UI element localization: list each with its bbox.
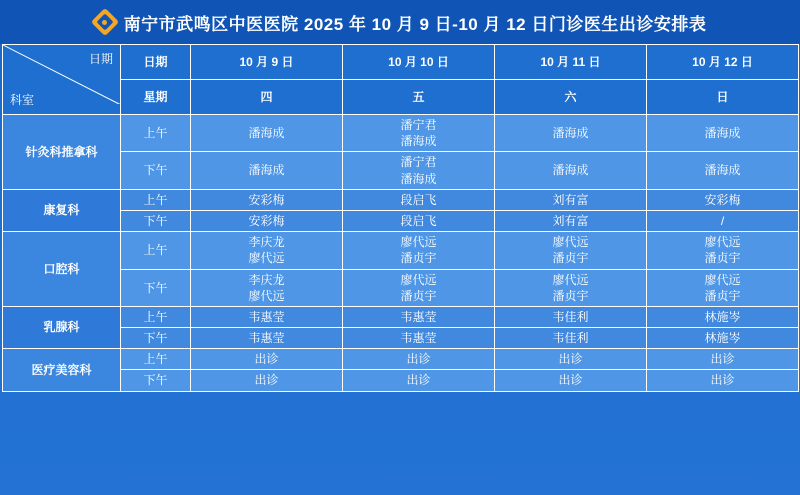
schedule-cell: 潘海成 — [191, 152, 343, 189]
schedule-cell: 林施岑 — [647, 328, 799, 349]
column-header-weekday-1: 五 — [343, 80, 495, 115]
schedule-cell: 韦惠莹 — [343, 306, 495, 327]
page-title: 南宁市武鸣区中医医院 2025 年 10 月 9 日-10 月 12 日门诊医生出诊安排表 — [123, 14, 707, 34]
table-row — [3, 232, 799, 269]
session-label-cell: 下午 — [121, 152, 191, 189]
schedule-cell: 出诊 — [191, 349, 343, 370]
table-row — [3, 370, 799, 391]
row-label-weekday: 星期 — [121, 80, 191, 115]
schedule-cell: 李庆龙 廖代远 — [191, 269, 343, 306]
hospital-emblem-icon — [94, 11, 116, 33]
schedule-cell: 廖代远 潘贞宇 — [343, 232, 495, 269]
schedule-cell: 安彩梅 — [191, 210, 343, 231]
schedule-cell: 潘海成 — [647, 115, 799, 152]
table-row — [3, 189, 799, 210]
schedule-cell: 安彩梅 — [191, 189, 343, 210]
schedule-cell: 韦惠莹 — [191, 306, 343, 327]
schedule-cell: 廖代远 潘贞宇 — [647, 232, 799, 269]
schedule-cell: 潘海成 — [191, 115, 343, 152]
schedule-cell: 出诊 — [647, 370, 799, 391]
session-label-cell: 下午 — [121, 328, 191, 349]
corner-dept-label: 科室 — [10, 92, 35, 107]
column-header-date-3: 10 月 12 日 — [647, 45, 799, 80]
department-name-cell: 口腔科 — [3, 232, 121, 307]
column-header-date-2: 10 月 11 日 — [495, 45, 647, 80]
schedule-cell: 出诊 — [495, 370, 647, 391]
table-row — [3, 349, 799, 370]
session-label-cell: 上午 — [121, 232, 191, 269]
department-name-cell: 康复科 — [3, 189, 121, 231]
schedule-cell: 安彩梅 — [647, 189, 799, 210]
schedule-cell: 刘有富 — [495, 210, 647, 231]
session-label-cell: 上午 — [121, 349, 191, 370]
column-header-weekday-3: 日 — [647, 80, 799, 115]
column-header-weekday-0: 四 — [191, 80, 343, 115]
table-row — [3, 328, 799, 349]
schedule-cell: 廖代远 潘贞宇 — [495, 269, 647, 306]
schedule-cell: 韦惠莹 — [191, 328, 343, 349]
schedule-cell: / — [647, 210, 799, 231]
table-row — [3, 269, 799, 306]
schedule-cell: 潘海成 — [495, 115, 647, 152]
department-name-cell: 针灸科推拿科 — [3, 115, 121, 190]
table-row — [3, 152, 799, 189]
schedule-cell: 廖代远 潘贞宇 — [343, 269, 495, 306]
schedule-cell: 李庆龙 廖代远 — [191, 232, 343, 269]
schedule-cell: 韦惠莹 — [343, 328, 495, 349]
session-label-cell: 下午 — [121, 269, 191, 306]
session-label-cell: 上午 — [121, 189, 191, 210]
session-label-cell: 上午 — [121, 306, 191, 327]
department-name-cell: 医疗美容科 — [3, 349, 121, 391]
table-header-row-weekday — [3, 80, 799, 115]
schedule-cell: 段启飞 — [343, 189, 495, 210]
session-label-cell: 上午 — [121, 115, 191, 152]
title-bar — [0, 0, 800, 44]
schedule-cell: 出诊 — [343, 349, 495, 370]
table-header-row-date — [3, 45, 799, 80]
column-header-date-1: 10 月 10 日 — [343, 45, 495, 80]
column-header-date-0: 10 月 9 日 — [191, 45, 343, 80]
schedule-cell: 出诊 — [647, 349, 799, 370]
schedule-cell: 刘有富 — [495, 189, 647, 210]
table-row — [3, 306, 799, 327]
schedule-cell: 韦佳利 — [495, 328, 647, 349]
schedule-cell: 廖代远 潘贞宇 — [495, 232, 647, 269]
schedule-cell: 韦佳利 — [495, 306, 647, 327]
table-row — [3, 210, 799, 231]
schedule-cell: 出诊 — [495, 349, 647, 370]
schedule-cell: 潘宁君 潘海成 — [343, 115, 495, 152]
corner-date-label: 日期 — [88, 52, 113, 66]
schedule-cell: 潘海成 — [647, 152, 799, 189]
table-row — [3, 115, 799, 152]
row-label-date: 日期 — [121, 45, 191, 80]
schedule-table-wrapper — [0, 44, 800, 392]
schedule-cell: 出诊 — [343, 370, 495, 391]
session-label-cell: 下午 — [121, 210, 191, 231]
schedule-cell: 段启飞 — [343, 210, 495, 231]
schedule-table — [2, 44, 799, 392]
schedule-cell: 潘海成 — [495, 152, 647, 189]
column-header-weekday-2: 六 — [495, 80, 647, 115]
schedule-cell: 林施岑 — [647, 306, 799, 327]
schedule-cell: 潘宁君 潘海成 — [343, 152, 495, 189]
corner-header-cell — [3, 45, 121, 115]
session-label-cell: 下午 — [121, 370, 191, 391]
schedule-cell: 出诊 — [191, 370, 343, 391]
department-name-cell: 乳腺科 — [3, 306, 121, 348]
schedule-cell: 廖代远 潘贞宇 — [647, 269, 799, 306]
